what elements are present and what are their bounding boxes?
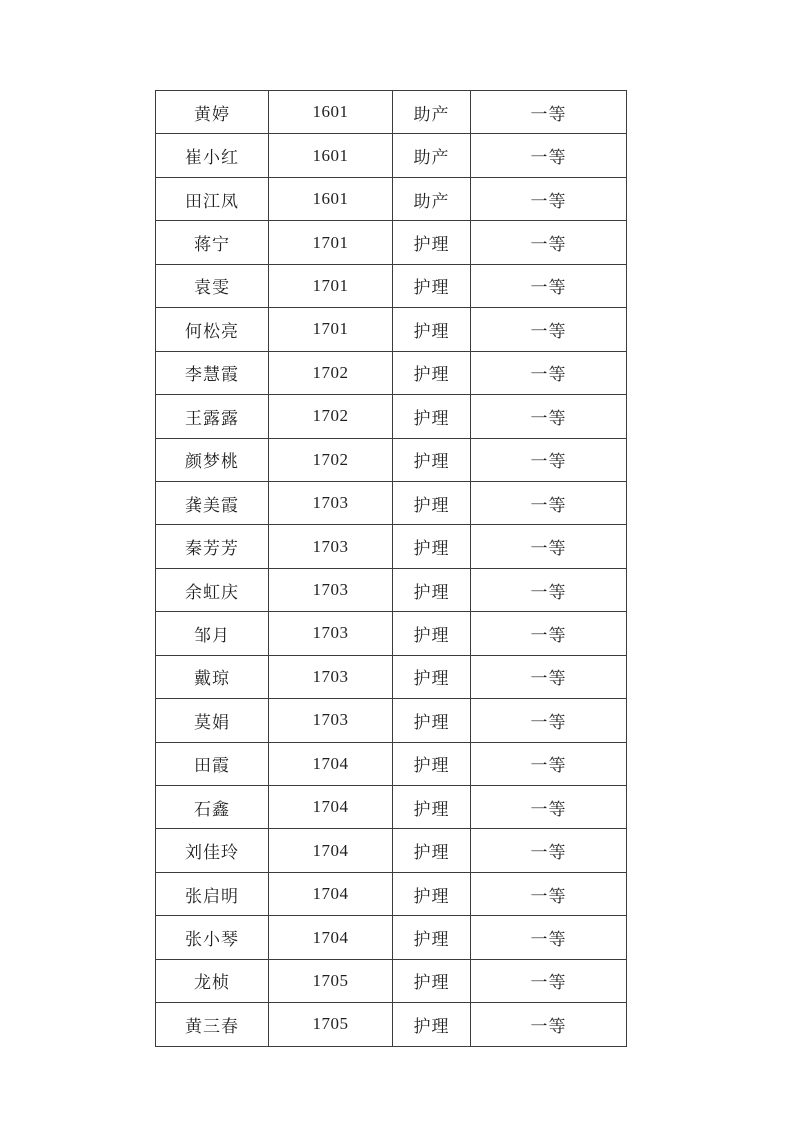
cell-name: 田霞: [156, 742, 269, 785]
cell-name: 莫娟: [156, 699, 269, 742]
table-row: [156, 134, 627, 177]
cell-name: 石鑫: [156, 786, 269, 829]
cell-award: 一等: [471, 525, 627, 568]
cell-major: 护理: [393, 1003, 471, 1046]
cell-class: 1701: [269, 264, 393, 307]
cell-major: 护理: [393, 264, 471, 307]
table-row: [156, 438, 627, 481]
cell-major: 护理: [393, 612, 471, 655]
table-row: [156, 1003, 627, 1046]
cell-major: 护理: [393, 308, 471, 351]
table-row: [156, 612, 627, 655]
table-row: [156, 525, 627, 568]
cell-name: 王露露: [156, 395, 269, 438]
cell-award: 一等: [471, 395, 627, 438]
cell-class: 1703: [269, 699, 393, 742]
cell-award: 一等: [471, 786, 627, 829]
cell-class: 1703: [269, 612, 393, 655]
table-row: [156, 959, 627, 1002]
cell-class: 1703: [269, 568, 393, 611]
cell-name: 颜梦桃: [156, 438, 269, 481]
cell-award: 一等: [471, 612, 627, 655]
cell-class: 1701: [269, 308, 393, 351]
cell-award: 一等: [471, 91, 627, 134]
cell-class: 1704: [269, 742, 393, 785]
cell-name: 余虹庆: [156, 568, 269, 611]
cell-name: 李慧霞: [156, 351, 269, 394]
table-row: [156, 308, 627, 351]
cell-award: 一等: [471, 699, 627, 742]
cell-award: 一等: [471, 1003, 627, 1046]
cell-class: 1601: [269, 91, 393, 134]
cell-major: 护理: [393, 872, 471, 915]
cell-class: 1705: [269, 1003, 393, 1046]
cell-class: 1702: [269, 438, 393, 481]
table-row: [156, 91, 627, 134]
cell-award: 一等: [471, 742, 627, 785]
cell-class: 1601: [269, 177, 393, 220]
cell-award: 一等: [471, 872, 627, 915]
cell-major: 护理: [393, 395, 471, 438]
cell-name: 邹月: [156, 612, 269, 655]
cell-major: 护理: [393, 786, 471, 829]
cell-award: 一等: [471, 308, 627, 351]
cell-award: 一等: [471, 134, 627, 177]
cell-major: 护理: [393, 829, 471, 872]
cell-name: 袁雯: [156, 264, 269, 307]
cell-major: 护理: [393, 959, 471, 1002]
cell-major: 助产: [393, 177, 471, 220]
cell-award: 一等: [471, 351, 627, 394]
cell-major: 护理: [393, 916, 471, 959]
cell-class: 1703: [269, 481, 393, 524]
cell-name: 张启明: [156, 872, 269, 915]
table-row: [156, 351, 627, 394]
cell-class: 1705: [269, 959, 393, 1002]
cell-class: 1704: [269, 916, 393, 959]
table-row: [156, 568, 627, 611]
cell-award: 一等: [471, 916, 627, 959]
cell-class: 1701: [269, 221, 393, 264]
table-row: [156, 395, 627, 438]
cell-major: 助产: [393, 134, 471, 177]
cell-name: 黄婷: [156, 91, 269, 134]
cell-award: 一等: [471, 221, 627, 264]
cell-name: 戴琼: [156, 655, 269, 698]
cell-name: 龚美霞: [156, 481, 269, 524]
cell-award: 一等: [471, 438, 627, 481]
cell-major: 护理: [393, 525, 471, 568]
cell-name: 蒋宁: [156, 221, 269, 264]
cell-class: 1704: [269, 829, 393, 872]
table-row: [156, 264, 627, 307]
cell-name: 秦芳芳: [156, 525, 269, 568]
cell-major: 护理: [393, 481, 471, 524]
table-row: [156, 221, 627, 264]
cell-name: 黄三春: [156, 1003, 269, 1046]
cell-award: 一等: [471, 177, 627, 220]
cell-award: 一等: [471, 959, 627, 1002]
table-row: [156, 916, 627, 959]
cell-major: 助产: [393, 91, 471, 134]
table-row: [156, 872, 627, 915]
table-row: [156, 699, 627, 742]
cell-class: 1702: [269, 395, 393, 438]
cell-major: 护理: [393, 351, 471, 394]
cell-major: 护理: [393, 742, 471, 785]
cell-award: 一等: [471, 829, 627, 872]
cell-class: 1703: [269, 525, 393, 568]
cell-name: 张小琴: [156, 916, 269, 959]
cell-major: 护理: [393, 568, 471, 611]
cell-name: 何松亮: [156, 308, 269, 351]
cell-name: 刘佳玲: [156, 829, 269, 872]
cell-award: 一等: [471, 655, 627, 698]
award-table: [155, 90, 627, 1047]
table-row: [156, 786, 627, 829]
cell-name: 田江凤: [156, 177, 269, 220]
cell-class: 1704: [269, 872, 393, 915]
cell-class: 1704: [269, 786, 393, 829]
table-row: [156, 829, 627, 872]
cell-award: 一等: [471, 264, 627, 307]
table-row: [156, 742, 627, 785]
cell-major: 护理: [393, 438, 471, 481]
cell-award: 一等: [471, 568, 627, 611]
cell-name: 崔小红: [156, 134, 269, 177]
cell-award: 一等: [471, 481, 627, 524]
cell-major: 护理: [393, 655, 471, 698]
cell-major: 护理: [393, 699, 471, 742]
cell-class: 1702: [269, 351, 393, 394]
table-row: [156, 481, 627, 524]
cell-name: 龙桢: [156, 959, 269, 1002]
cell-class: 1703: [269, 655, 393, 698]
cell-class: 1601: [269, 134, 393, 177]
table-row: [156, 177, 627, 220]
award-table-body: [156, 91, 627, 1047]
table-row: [156, 655, 627, 698]
cell-major: 护理: [393, 221, 471, 264]
